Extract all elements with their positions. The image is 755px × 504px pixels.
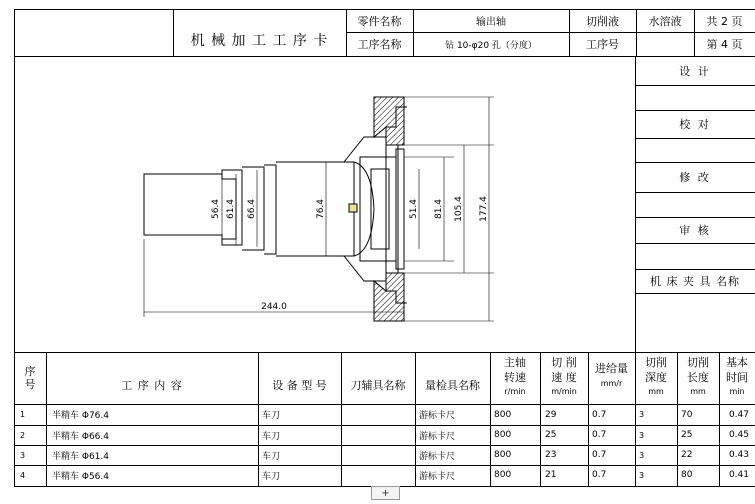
dim-label: 66.4 <box>247 198 257 220</box>
col-spindle-unit: r/min <box>504 387 526 396</box>
cell-depth: 3 <box>639 470 645 480</box>
signoff-revise: 修 改 <box>679 171 711 184</box>
col-content: 工 序 内 容 <box>121 379 183 392</box>
cell-time: 0.41 <box>728 470 749 480</box>
shaft-step-66b <box>264 165 276 254</box>
cell-time: 0.43 <box>728 450 749 460</box>
cell-gauge: 游标卡尺 <box>419 451 456 462</box>
cell-tool <box>341 445 415 465</box>
col-cut-speed <box>540 354 588 404</box>
cell-length: 70 <box>681 409 693 420</box>
process-name-label: 工序名称 <box>357 38 402 51</box>
col-cut-speed-line2: 速 度 <box>551 370 577 384</box>
col-depth <box>635 354 677 404</box>
cell-equipment: 车刀 <box>262 451 281 462</box>
page-number: 第 4 页 <box>706 38 743 51</box>
dim-label: 51.4 <box>409 198 419 220</box>
cell-cut: 29 <box>545 409 557 420</box>
cell-length: 80 <box>681 470 693 480</box>
cell-content: 半精车 Φ61.4 <box>52 451 109 462</box>
cell-seq: 4 <box>20 470 26 480</box>
col-feed <box>588 360 635 400</box>
dim-label: 105.4 <box>454 196 464 222</box>
col-time <box>719 354 755 404</box>
col-time-unit: min <box>729 387 745 396</box>
cell-tool <box>341 425 415 445</box>
cell-cut: 23 <box>545 450 557 460</box>
col-depth-unit: mm <box>648 387 664 396</box>
signoff-check: 校 对 <box>679 118 711 131</box>
center-mark <box>349 204 357 212</box>
dim-label: 76.4 <box>316 198 326 220</box>
cell-cut: 21 <box>545 470 557 480</box>
col-gauge: 量检具名称 <box>425 379 480 392</box>
cell-equipment: 车刀 <box>262 431 281 442</box>
signoff-review: 审 核 <box>679 224 711 237</box>
cell-content: 半精车 Φ76.4 <box>52 411 109 421</box>
cell-gauge: 游标卡尺 <box>419 411 456 421</box>
dim-label: 81.4 <box>434 198 444 220</box>
cell-seq: 3 <box>20 450 26 460</box>
cutting-fluid-label: 切削液 <box>586 14 619 28</box>
process-name-value: 钻 10-φ20 孔（分度） <box>445 40 537 51</box>
cell-seq: 1 <box>20 410 26 419</box>
cell-speed: 800 <box>494 409 512 420</box>
flange-hatch-top <box>374 97 404 145</box>
col-spindle-speed <box>490 354 540 404</box>
cell-equipment: 车刀 <box>262 471 281 482</box>
cell-length: 22 <box>681 450 693 460</box>
dim-label: 56.4 <box>211 198 221 220</box>
cell-gauge: 游标卡尺 <box>419 431 456 442</box>
flange-hatch-bottom <box>374 273 404 321</box>
part-name-value: 输出轴 <box>476 17 506 28</box>
cell-feed: 0.7 <box>592 450 607 460</box>
add-sheet-button[interactable]: + <box>371 486 400 500</box>
col-length-unit: mm <box>690 387 706 396</box>
cell-speed: 800 <box>494 470 512 480</box>
cell-feed: 0.7 <box>592 430 607 440</box>
col-feed-label: 进给量 <box>595 362 628 375</box>
process-no-label: 工序号 <box>586 38 619 51</box>
cell-speed: 800 <box>494 450 512 460</box>
part-name-label: 零件名称 <box>357 14 402 28</box>
col-time-line1: 基本 <box>726 355 748 369</box>
col-equipment: 设 备 型 号 <box>272 379 327 392</box>
signoff-design: 设 计 <box>679 64 711 78</box>
cell-depth: 3 <box>639 410 645 419</box>
cell-cut: 25 <box>545 430 557 440</box>
cell-equipment: 车刀 <box>262 411 281 421</box>
col-cut-speed-unit: m/min <box>551 387 577 396</box>
signoff-machine-fixture: 机 床 夹 具 名称 <box>650 275 740 288</box>
col-seq: 序号 <box>24 365 36 391</box>
cell-seq: 2 <box>20 430 26 440</box>
cell-feed: 0.7 <box>592 409 607 420</box>
cell-gauge: 游标卡尺 <box>419 471 456 482</box>
col-length-line1: 切削 <box>687 355 709 369</box>
col-length-line2: 长度 <box>687 370 709 384</box>
col-feed-unit: mm/r <box>600 378 623 388</box>
cell-tool <box>341 465 415 485</box>
col-tool-aux: 刀辅具名称 <box>350 379 406 392</box>
process-no-value <box>636 32 694 56</box>
dim-label: 61.4 <box>226 198 236 220</box>
col-spindle-line2: 转速 <box>504 370 526 384</box>
dim-label: 177.4 <box>479 196 489 222</box>
col-cut-speed-line1: 切 削 <box>551 355 577 369</box>
col-time-line2: 时间 <box>726 370 748 384</box>
col-depth-line2: 深度 <box>645 370 667 384</box>
cell-tool <box>341 404 415 425</box>
cell-content: 半精车 Φ56.4 <box>52 471 109 482</box>
cell-speed: 800 <box>494 430 512 440</box>
card-title: 机 械 加 工 工 序 卡 <box>190 32 329 49</box>
dim-label: 244.0 <box>261 302 287 312</box>
cell-depth: 3 <box>639 450 645 460</box>
cell-depth: 3 <box>639 430 645 440</box>
cell-content: 半精车 Φ66.4 <box>52 431 109 442</box>
col-spindle-line1: 主轴 <box>504 355 526 369</box>
total-pages: 共 2 页 <box>706 14 743 28</box>
cell-feed: 0.7 <box>592 470 607 480</box>
shaft-step-76 <box>276 162 354 256</box>
cell-length: 25 <box>681 430 693 440</box>
cell-time: 0.45 <box>728 430 749 440</box>
col-depth-line1: 切削 <box>645 355 667 369</box>
part-drawing <box>14 57 635 352</box>
cell-time: 0.47 <box>728 409 749 420</box>
col-length <box>677 354 719 404</box>
cutting-fluid-value: 水溶液 <box>648 14 682 28</box>
